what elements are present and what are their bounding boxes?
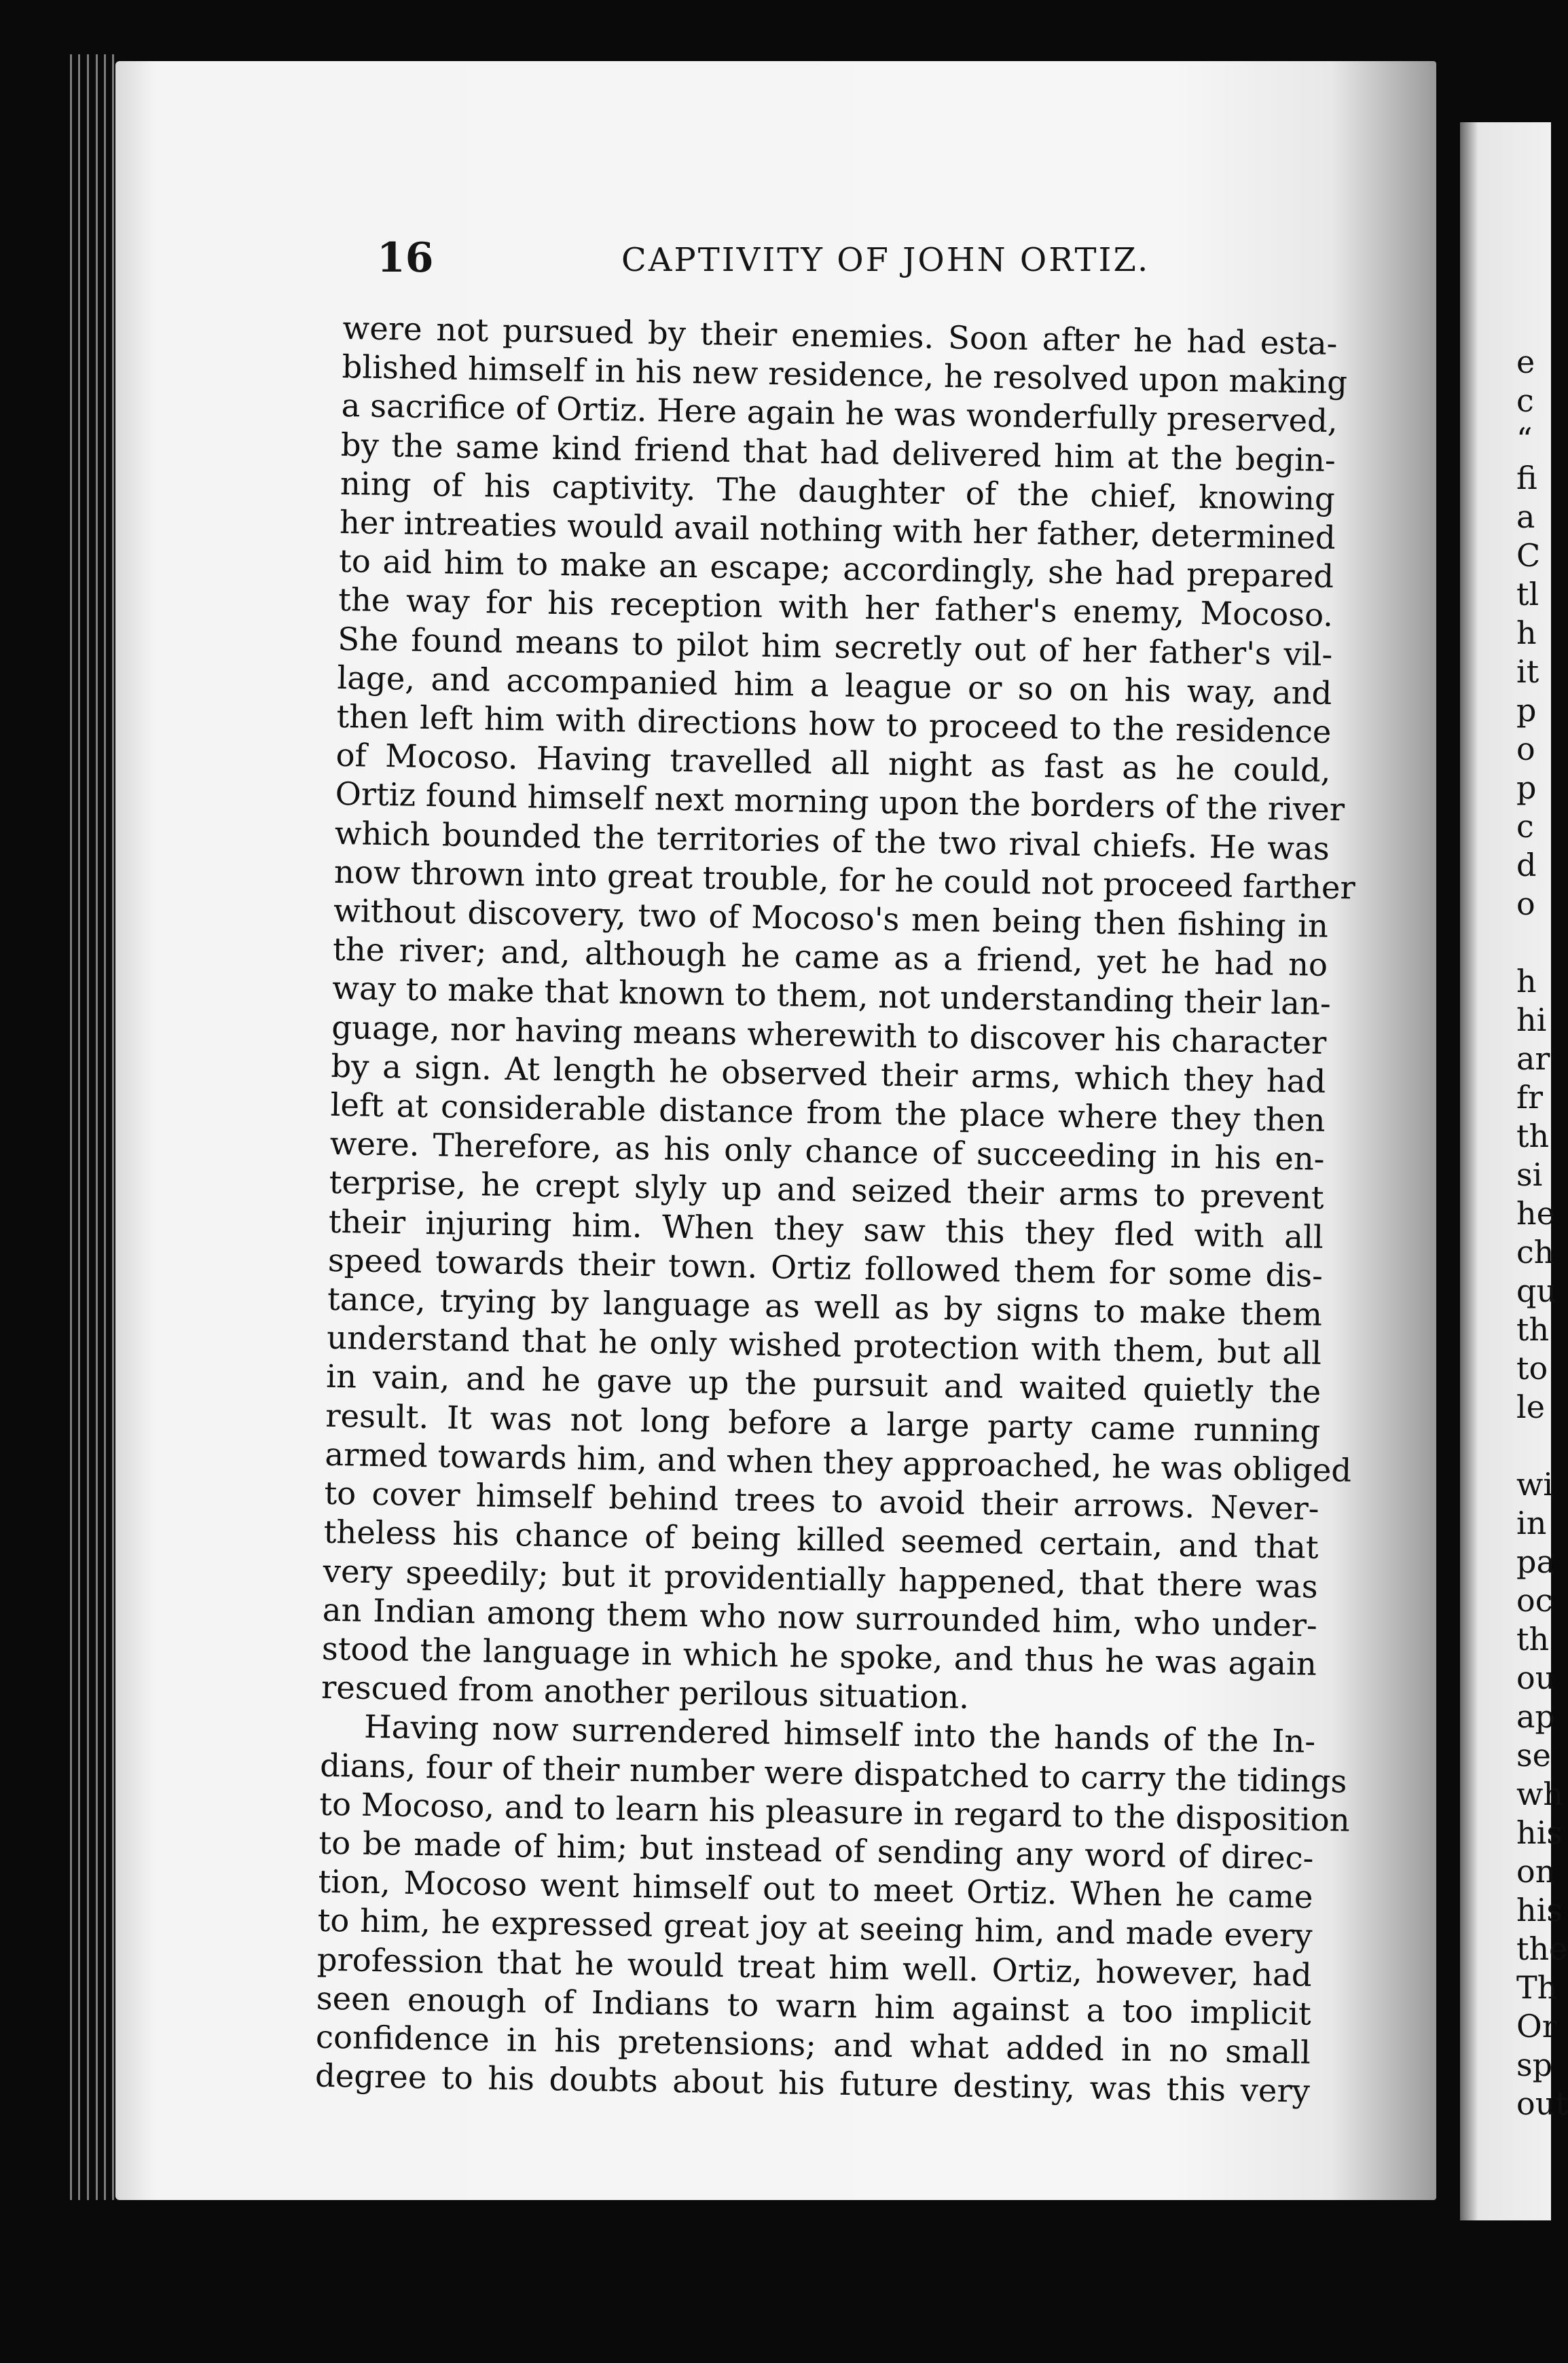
facing-page-fragment: si xyxy=(1516,1156,1543,1193)
running-title: CAPTIVITY OF JOHN ORTIZ. xyxy=(621,241,1150,279)
facing-page-fragment: e xyxy=(1516,344,1535,380)
facing-page-fragment: fr xyxy=(1516,1079,1544,1116)
facing-page-fragment: Or xyxy=(1516,2008,1557,2045)
facing-page-fragment: fi xyxy=(1516,460,1537,496)
facing-page-fragment: qu xyxy=(1516,1272,1557,1309)
text-line: speed towards their town. Ortiz followed them for some dis- xyxy=(327,1241,1324,1294)
facing-page-fragment: hi xyxy=(1516,1002,1547,1038)
text-line: to cover himself behind trees to avoid their arrows. Never- xyxy=(324,1474,1319,1527)
facing-page-text xyxy=(1516,343,1568,2123)
facing-page-fragment: he xyxy=(1516,1195,1555,1232)
text-line: blished himself in his new residence, he resolved upon making xyxy=(342,348,1348,401)
facing-page-fragment: Th xyxy=(1516,1969,1558,2006)
facing-page-fragment: h xyxy=(1516,963,1537,1000)
text-line: guage, nor having means wherewith to discover his character xyxy=(331,1008,1327,1061)
text-line: to him, he expressed great joy at seeing him, and made every xyxy=(317,1902,1313,1955)
text-line: armed towards him, and when they approached, he was obliged xyxy=(325,1435,1352,1489)
text-line: were not pursued by their enemies. Soon after he had esta- xyxy=(342,309,1338,363)
text-line: way to make that known to them, not understanding their lan- xyxy=(331,970,1332,1023)
facing-page-fragment: d xyxy=(1516,847,1537,883)
text-line: degree to his doubts about his future destiny, was this very xyxy=(314,2057,1311,2110)
facing-page-fragment: to xyxy=(1516,1350,1548,1387)
text-line: confidence in his pretensions; and what added in no small xyxy=(315,2018,1311,2071)
facing-page-fragment: his xyxy=(1516,1892,1563,1928)
facing-page-fragment: th xyxy=(1516,1621,1550,1657)
facing-page-fragment: in xyxy=(1516,1505,1547,1541)
facing-page-fragment: oc xyxy=(1516,1582,1553,1619)
text-line: Having now surrendered himself into the hands of the In- xyxy=(363,1708,1316,1761)
text-line: her intreaties would avail nothing with her father, determined xyxy=(339,503,1336,557)
facing-page-fragment: sp xyxy=(1516,2047,1553,2083)
text-line: lage, and accompanied him a league or so on his way, and xyxy=(337,659,1332,712)
text-line: tion, Mocoso went himself out to meet Ortiz. When he came xyxy=(318,1863,1313,1916)
text-line: result. It was not long before a large party came running xyxy=(325,1397,1321,1450)
facing-page-fragment: “ xyxy=(1516,421,1533,458)
text-line: ning of his captivity. The daughter of the chief, knowing xyxy=(340,464,1336,517)
text-line: rescued from another perilous situation. xyxy=(321,1668,970,1716)
text-line: profession that he would treat him well. Ortiz, however, had xyxy=(316,1941,1313,1994)
facing-page-fragment: h xyxy=(1516,615,1537,651)
facing-page-fragment: c xyxy=(1516,808,1534,845)
text-line: to aid him to make an escape; accordingly, she had prepared xyxy=(338,543,1334,596)
text-line: the river; and, although he came as a friend, yet he had no xyxy=(332,931,1328,984)
text-line: very speedily; but it providentially happened, that there was xyxy=(323,1552,1319,1605)
facing-page-fragment: th xyxy=(1516,1311,1550,1348)
text-line: the way for his reception with her father's enemy, Mocoso. xyxy=(338,581,1334,634)
facing-page-fragment: on xyxy=(1516,1853,1556,1890)
text-line: now thrown into great trouble, for he could not proceed farther xyxy=(333,853,1356,906)
text-line: an Indian among them who now surrounded him, who under- xyxy=(322,1591,1318,1644)
text-line: tance, trying by language as well as by signs to make them xyxy=(327,1280,1323,1333)
facing-page-fragment: out xyxy=(1516,2085,1568,2122)
facing-page-fragment: th xyxy=(1516,1118,1550,1154)
text-line: theless his chance of being killed seemed certain, and that xyxy=(323,1514,1319,1567)
page-number: 16 xyxy=(377,234,434,282)
facing-page-fragment xyxy=(1516,923,1557,962)
text-line: understand that he only wished protection with them, but all xyxy=(326,1319,1322,1372)
facing-page-fragment: C xyxy=(1516,537,1541,574)
text-line: stood the language in which he spoke, and thus he was again xyxy=(321,1630,1317,1683)
facing-page-fragment: p xyxy=(1516,769,1537,806)
facing-page-fragment: a xyxy=(1516,498,1535,535)
text-line: left at considerable distance from the place where they then xyxy=(330,1086,1326,1139)
facing-page-fragment: ou xyxy=(1516,1660,1556,1696)
body-text xyxy=(314,309,1356,2111)
facing-page-fragment: his xyxy=(1516,1814,1563,1851)
facing-page-fragment: wi xyxy=(1516,1466,1554,1503)
page-header xyxy=(377,234,1409,289)
facing-page-fragment: the xyxy=(1516,1930,1568,1967)
text-line: She found means to pilot him secretly out of her father's vil- xyxy=(337,620,1333,673)
facing-page-fragment: c xyxy=(1516,382,1534,419)
facing-page-fragment: se xyxy=(1516,1737,1551,1774)
facing-page-fragment: ap xyxy=(1516,1698,1555,1735)
text-line: to Mocoso, and to learn his pleasure in regard to the disposition xyxy=(318,1785,1351,1839)
text-line: to be made of him; but instead of sending any word of direc- xyxy=(318,1824,1314,1877)
text-line: by the same kind friend that had delivered him at the begin- xyxy=(340,426,1336,479)
facing-page-fragment: pa xyxy=(1516,1543,1555,1580)
text-line: which bounded the territories of the two rival chiefs. He was xyxy=(334,814,1330,867)
facing-page-fragment: wh xyxy=(1516,1776,1563,1812)
facing-page-fragment: o xyxy=(1516,731,1535,767)
text-line: dians, four of their number were dispatched to carry the tidings xyxy=(319,1746,1347,1800)
facing-page-fragment: tl xyxy=(1516,576,1539,612)
facing-page-fragment: ar xyxy=(1516,1040,1550,1077)
facing-page-fragment: le xyxy=(1516,1389,1545,1425)
facing-page-fragment xyxy=(1516,1427,1557,1465)
text-line: in vain, and he gave up the pursuit and waited quietly the xyxy=(325,1358,1321,1411)
text-line: a sacrifice of Ortiz. Here again he was wonderfully preserved, xyxy=(341,387,1338,440)
text-line: without discovery, two of Mocoso's men being then fishing in xyxy=(333,892,1329,945)
text-line: Ortiz found himself next morning upon the borders of the river xyxy=(335,775,1345,828)
facing-page-fragment: ch xyxy=(1516,1234,1554,1270)
text-line: were. Therefore, as his only chance of succeeding in his en- xyxy=(329,1125,1325,1178)
facing-page-fragment: it xyxy=(1516,653,1539,690)
text-line: then left him with directions how to proceed to the residence xyxy=(336,697,1332,750)
text-line: by a sign. At length he observed their arms, which they had xyxy=(331,1047,1326,1100)
facing-page-fragment: p xyxy=(1516,692,1537,729)
text-line: terprise, he crept slyly up and seized their arms to prevent xyxy=(329,1164,1325,1217)
text-line: seen enough of Indians to warn him against a too implicit xyxy=(316,1979,1312,2032)
text-line: their injuring him. When they saw this they fled with all xyxy=(328,1203,1324,1256)
facing-page-fragment: o xyxy=(1516,885,1535,922)
text-line: of Mocoso. Having travelled all night as fast as he could, xyxy=(335,737,1331,790)
page-edges xyxy=(65,54,119,2200)
